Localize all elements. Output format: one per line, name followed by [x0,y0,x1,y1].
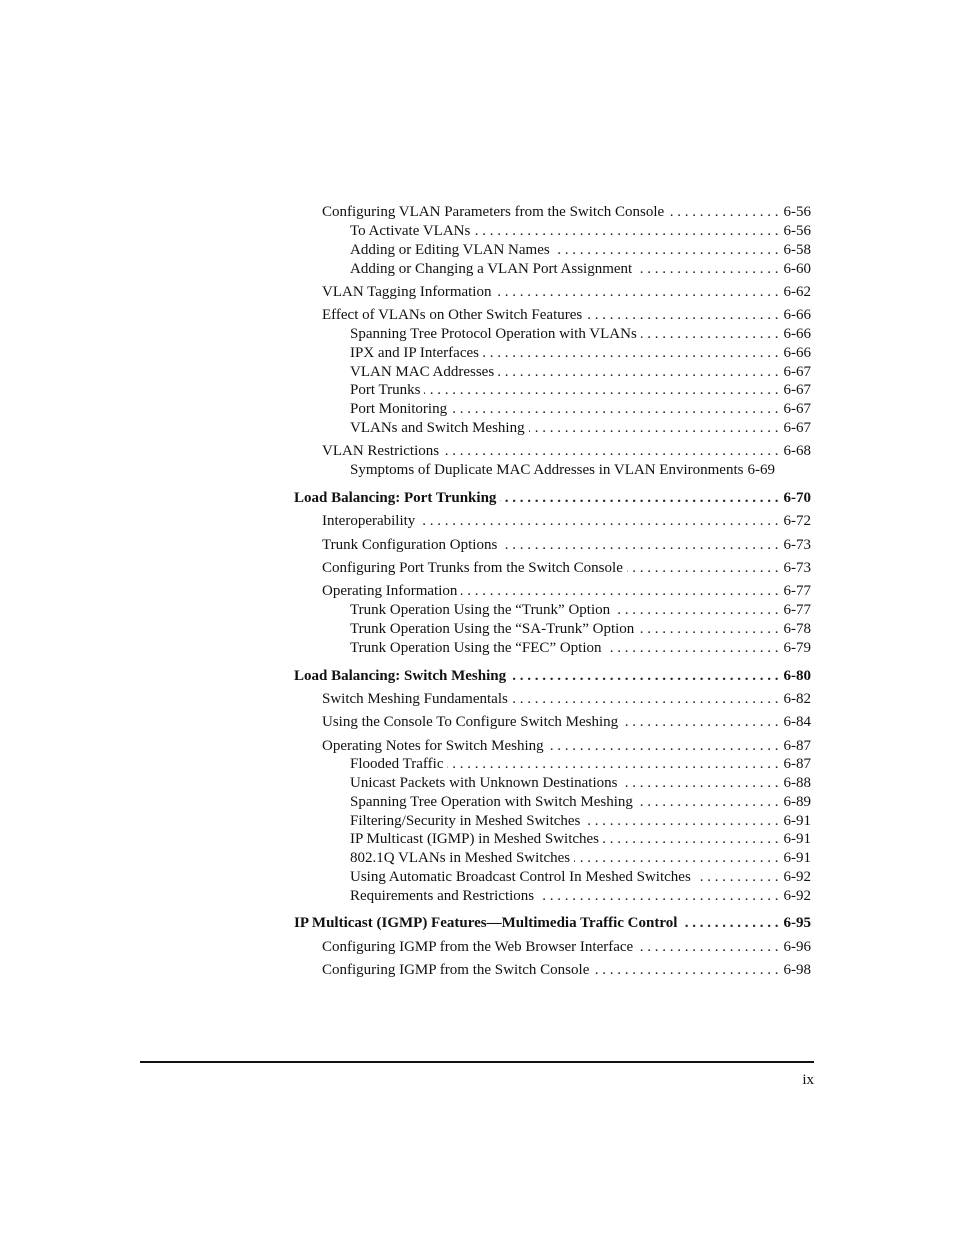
dot-leader [603,830,778,848]
toc-entry-page: 6-89 [783,794,811,810]
toc-entry-title: Filtering/Security in Meshed Switches [350,813,581,829]
toc-entry-page: 6-66 [783,307,811,323]
toc-entry[interactable] [322,690,811,708]
toc-entry-page: 6-68 [783,443,811,459]
toc-entry-page: 6-60 [783,261,811,277]
dot-leader [586,306,778,324]
toc-entry-page: 6-95 [783,915,811,931]
dot-leader [500,489,778,507]
toc-entry-title: VLANs and Switch Meshing [350,420,525,436]
toc-entry[interactable] [294,914,811,932]
toc-entry-page: 6-73 [783,537,811,553]
toc-entry[interactable] [322,559,811,577]
dot-leader [474,222,778,240]
toc-entry-title: Interoperability [322,513,416,529]
toc-entry-title: Effect of VLANs on Other Switch Features [322,307,583,323]
dot-leader [574,849,778,867]
toc-entry-title: To Activate VLANs [350,223,471,239]
toc-entry-title: Using Automatic Broadcast Control In Meshed Switches [350,869,691,885]
toc-entry-page: 6-67 [783,401,811,417]
toc-entry-page: 6-58 [783,242,811,258]
toc-entry-page: 6-66 [783,345,811,361]
toc-entry[interactable] [322,582,811,600]
toc-entry-page: 6-87 [783,756,811,772]
toc-entry-page: 6-67 [783,364,811,380]
toc-entry-page: 6-56 [783,204,811,220]
toc-entry-title: Port Monitoring [350,401,448,417]
toc-entry-title: Configuring Port Trunks from the Switch Console [322,560,623,576]
toc-entry-title: Operating Information [322,583,458,599]
toc-entry[interactable] [350,260,811,278]
toc-entry-page: 6-84 [783,714,811,730]
toc-entry-page: 6-77 [783,583,811,599]
dot-leader [668,203,778,221]
toc-entry-page: 6-92 [783,869,811,885]
toc-entry-page: 6-73 [783,560,811,576]
toc-entry[interactable] [350,639,811,657]
toc-entry[interactable] [350,400,811,418]
toc-entry[interactable] [294,489,811,507]
toc-entry-title: Adding or Editing VLAN Names [350,242,550,258]
toc-entry-page: 6-80 [783,668,811,684]
toc-entry-title: Operating Notes for Switch Meshing [322,738,544,754]
dot-leader [483,344,779,362]
toc-entry-title: Configuring VLAN Parameters from the Switch Console [322,204,665,220]
dot-leader [447,755,778,773]
toc-entry-title: Switch Meshing Fundamentals [322,691,508,707]
toc-entry-title: IP Multicast (IGMP) in Meshed Switches [350,831,600,847]
toc-entry-title: VLAN Tagging Information [322,284,492,300]
toc-entry[interactable] [350,793,811,811]
dot-leader [638,620,778,638]
toc-entry-page: 6-70 [783,490,811,506]
toc-entry[interactable] [350,830,811,848]
toc-entry-title: Requirements and Restrictions [350,888,535,904]
dot-leader [548,737,779,755]
dot-leader [510,667,778,685]
toc-entry[interactable] [350,241,811,259]
dot-leader [461,582,778,600]
toc-entry[interactable] [322,961,811,979]
dot-leader [606,639,779,657]
toc-entry-title: Load Balancing: Switch Meshing [294,668,507,684]
toc-entry-page: 6-56 [783,223,811,239]
toc-entry[interactable] [322,512,811,530]
toc-entry-title: Spanning Tree Operation with Switch Meshing [350,794,633,810]
toc-entry-page: 6-92 [783,888,811,904]
toc-entry[interactable] [322,306,811,324]
toc-entry-page: 6-82 [783,691,811,707]
dot-leader [512,690,779,708]
toc-entry[interactable] [350,887,811,905]
toc-entry-page: 6-62 [783,284,811,300]
toc-entry-page: 6-67 [783,420,811,436]
toc-entry[interactable] [350,363,811,381]
toc-entry-title: Symptoms of Duplicate MAC Addresses in VLAN Environments [350,462,744,478]
toc-entry-title: Port Trunks [350,382,421,398]
toc-entry-page: 6-66 [783,326,811,342]
toc-entry-page: 6-91 [783,831,811,847]
dot-leader [501,536,778,554]
toc-entry[interactable] [350,849,811,867]
toc-entry-page: 6-79 [783,640,811,656]
toc-entry-title: Trunk Configuration Options [322,537,498,553]
dot-leader [529,419,779,437]
toc-entry-page: 6-77 [783,602,811,618]
toc-entry-title: VLAN Restrictions [322,443,440,459]
toc-entry-title: Configuring IGMP from the Web Browser Interface [322,939,634,955]
toc-entry-title: 802.1Q VLANs in Meshed Switches [350,850,571,866]
toc-entry-title: VLAN MAC Addresses [350,364,495,380]
dot-leader [593,961,778,979]
page-number: ix [802,1072,814,1088]
toc-entry-title: Trunk Operation Using the “FEC” Option [350,640,602,656]
dot-leader [627,559,779,577]
toc-entry[interactable] [350,325,811,343]
toc-entry-title: IPX and IP Interfaces [350,345,479,361]
toc-entry-title: Flooded Traffic [350,756,444,772]
toc-entry-page: 6-91 [783,813,811,829]
toc-entry[interactable] [350,601,811,619]
toc-entry-title: Spanning Tree Protocol Operation with VLANs [350,326,637,342]
dot-leader [622,713,778,731]
toc-entry-title: Trunk Operation Using the “Trunk” Option [350,602,611,618]
toc-entry-title: Using the Console To Configure Switch Meshing [322,714,619,730]
dot-leader [641,325,779,343]
toc-entry-title: Load Balancing: Port Trunking [294,490,497,506]
toc-entry[interactable] [322,938,811,956]
toc-entry-page: 6-69 [747,462,775,478]
toc-entry-page: 6-96 [783,939,811,955]
toc-entry[interactable] [350,344,811,362]
dot-leader [636,260,778,278]
toc-entry[interactable] [350,868,811,886]
toc-entry-page: 6-67 [783,382,811,398]
toc-entry-title: Adding or Changing a VLAN Port Assignment [350,261,633,277]
toc-entry[interactable] [322,203,811,221]
toc-entry[interactable] [294,667,811,685]
dot-leader [695,868,779,886]
toc-entry[interactable] [350,461,814,479]
toc-entry-page: 6-88 [783,775,811,791]
toc-entry[interactable] [350,419,811,437]
toc-entry[interactable] [322,442,811,460]
footer-rule [140,1061,814,1063]
dot-leader [424,381,778,399]
toc-entry-page: 6-72 [783,513,811,529]
dot-leader [419,512,778,530]
toc-entry-page: 6-98 [783,962,811,978]
toc-entry-title: Trunk Operation Using the “SA-Trunk” Option [350,621,635,637]
toc-entry[interactable] [350,755,811,773]
toc-entry[interactable] [322,283,811,301]
toc-entry[interactable] [350,222,811,240]
dot-leader [681,914,778,932]
dot-leader [637,938,778,956]
toc-entry-page: 6-91 [783,850,811,866]
dot-leader [614,601,778,619]
toc-entry[interactable] [322,713,811,731]
toc-entry-title: IP Multicast (IGMP) Features—Multimedia Traffic Control [294,915,678,931]
dot-leader [584,812,778,830]
dot-leader [451,400,778,418]
dot-leader [621,774,778,792]
toc-entry-title: Unicast Packets with Unknown Destinations [350,775,618,791]
dot-leader [538,887,778,905]
toc-entry-page: 6-78 [783,621,811,637]
dot-leader [498,363,778,381]
dot-leader [443,442,778,460]
toc-entry[interactable] [350,812,811,830]
dot-leader [554,241,779,259]
toc-entry-title: Configuring IGMP from the Switch Console [322,962,590,978]
toc-entry[interactable] [322,737,811,755]
dot-leader [637,793,779,811]
toc-entry[interactable] [350,620,811,638]
toc-entry[interactable] [350,774,811,792]
toc-entry-page: 6-87 [783,738,811,754]
dot-leader [495,283,778,301]
toc-entry[interactable] [350,381,811,399]
toc-entry[interactable] [322,536,811,554]
